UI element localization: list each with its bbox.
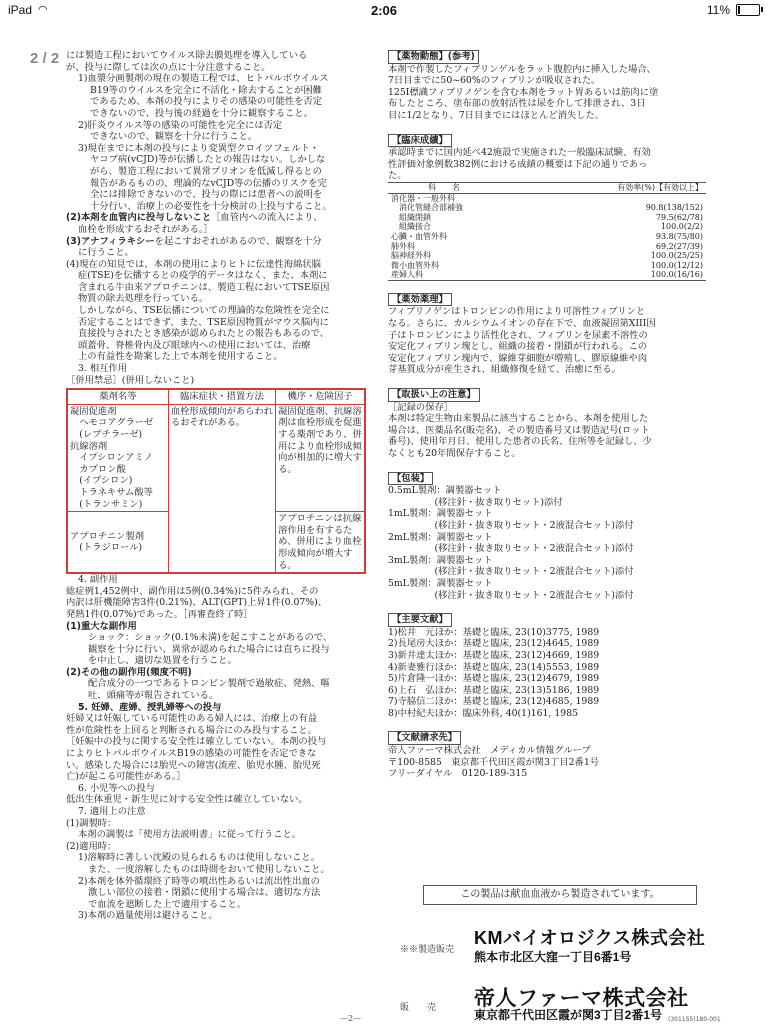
text-line: 否定することはできず、また、TSE原因物質がマウス脳内に	[78, 316, 329, 328]
text-line: を中止し、適切な処置を行うこと。	[88, 655, 237, 667]
pharmacology-section	[388, 288, 706, 376]
text-line: 総症例1,452例中、副作用は5例(0.34%)に5件みられ、その	[66, 585, 319, 597]
text-line: 3mL製剤：調製器セット	[388, 554, 493, 566]
reference-item: 8)中村紀夫ほか：臨床外科, 40(1)161, 1985	[388, 707, 579, 719]
text-line: 直接投与されたとき感染が認められたとの報告もあるので、	[78, 328, 329, 340]
text-line: B19等のウイルスを完全に不活化・除去することが困難	[90, 84, 322, 96]
text-line: しかしながら、TSE伝播についての理論的な危険性を完全に	[78, 305, 330, 317]
text-line: 頭蓋骨、脊椎骨内及び眼球内への使用においては、治療	[78, 339, 311, 351]
text-line: 125I標識フィブリノゲンを含む本剤をラット胃あるいは筋肉に塗	[388, 86, 659, 98]
contraindication-table	[66, 388, 366, 574]
precaution-2-rest: ［血管内への流入により、	[211, 212, 323, 224]
contact-title: 【文献請求先】	[388, 731, 461, 745]
table-row	[67, 404, 365, 511]
battery-fill	[738, 6, 740, 14]
table-header-row	[388, 182, 706, 193]
table-row	[388, 251, 706, 261]
text-line: 2mL製剤：調製器セット	[388, 531, 493, 543]
text-line: (1)調製時：	[66, 817, 117, 829]
manufacturer-label: ※※製造販売	[400, 945, 455, 955]
text-line: 〒100-8585 東京都千代田区霞が関3丁目2番1号	[388, 756, 600, 768]
table-cell-mechanism: 凝固促進剤、抗線溶剤は血栓形成を促進する薬剤であり、併用により血栓形成傾向が相加的に増大する。	[276, 404, 365, 511]
footer-page-number: —2—	[340, 1014, 362, 1023]
document-page[interactable]	[0, 22, 768, 1024]
table-cell-drug	[67, 404, 168, 511]
text-line: フリーダイヤル 0120-189-315	[388, 768, 528, 780]
intro-text	[66, 50, 366, 73]
text-line: 十分行い、治療上の必要性を十分検討の上投与すること。	[90, 200, 332, 212]
table-row	[388, 213, 706, 223]
reference-item: 5)片倉隆一ほか：基礎と臨床, 23(12)4679, 1989	[388, 673, 600, 685]
text-line: 本剤で作製したフィブリンゲルをラット腹腔内に挿入した場合、	[388, 63, 656, 75]
section-7-title: 7. 適用上の注意	[78, 806, 146, 817]
table-cell: 肺外科	[391, 241, 415, 251]
distributor-address: 東京都千代田区霞が関3丁目2番1号	[474, 1008, 663, 1022]
text-line: (移注針・抜き取りセット・2液混合セット)添付	[388, 566, 634, 578]
table-cell-drug	[67, 512, 168, 573]
text-line: (移注針・抜き取りセット・2液混合セット)添付	[388, 519, 634, 531]
section-3-title: 3. 相互作用	[78, 363, 128, 375]
table-header: 臨床症状・措置方法	[168, 389, 275, 404]
pharmacology-title: 【薬効薬理】	[388, 293, 452, 307]
precaution-2-head: (2)本剤を血管内に投与しないこと	[66, 212, 212, 224]
virus-notes	[66, 73, 366, 212]
table-header: 有効率(%)【有効以上】	[534, 182, 706, 193]
packaging-title: 【包装】	[388, 472, 433, 486]
text-line: 子はトロンビンにより活性化され、フィブリンを尿素不溶性の	[388, 329, 648, 341]
text-line: 吐、頭痛等が報告されている。	[88, 690, 219, 702]
text-line: 2)肝炎ウイルス等の感染の可能性を完全には否定	[78, 119, 283, 131]
text-line: がら、製造工程において異常プリオンを低減し得るとの	[90, 165, 322, 177]
cell-line: カプロン酸	[70, 463, 126, 475]
text-line: できないので、観察を十分に行うこと。	[90, 131, 258, 143]
blood-donation-notice: この製品は献血血液から製造されています。	[423, 885, 697, 905]
table-row	[388, 222, 706, 232]
cell-line: 凝固促進剤	[70, 405, 117, 417]
text-line: ［記録の保存］	[388, 401, 454, 413]
distributor-name: 帝人ファーマ株式会社	[474, 987, 689, 1010]
text-line: で血流を遮断した上で適用すること。	[88, 898, 247, 910]
cell-line: (トラジロール)	[70, 542, 143, 554]
manufacturer-address: 熊本市北区大窪一丁目6番1号	[474, 950, 632, 964]
table-header: 薬剤名等	[67, 389, 168, 404]
text-line: が、投与に際しては次の点に十分注意すること。	[66, 61, 271, 73]
table-cell-mechanism: アプロチニンは抗線溶作用を有するため、併用により血栓形成傾向が増大する。	[276, 512, 365, 573]
text-line: 帝人ファーマ株式会社 メディカル情報グループ	[388, 745, 591, 757]
text-line: 妊婦又は妊娠している可能性のある婦人には、治療上の有益	[66, 713, 318, 725]
table-cell: 100.0(25/25)	[650, 251, 703, 261]
text-line: 7日目までに50~60%のフィブリンが吸収された。	[388, 75, 601, 87]
packaging-section	[388, 467, 706, 602]
table-cell: 脳神経外科	[391, 251, 431, 261]
text-line: に行うこと。	[78, 247, 134, 259]
table-cell: 消化器・一般外科	[391, 193, 455, 203]
table-cell: 93.8(75/80)	[655, 231, 703, 241]
table-row	[388, 232, 706, 242]
handling-title: 【取扱い上の注意】	[388, 388, 480, 402]
battery-icon	[736, 4, 760, 16]
table-row	[388, 193, 706, 203]
table-cell: 組織接合	[391, 222, 431, 232]
table-row	[388, 270, 706, 280]
text-line: 上の有益性を勘案した上で本剤を使用すること。	[78, 351, 283, 363]
text-line: 内訳は肝機能障害3件(0.21%)、ALT(GPT)上昇1件(0.07%)、	[66, 597, 328, 609]
text-line: 場合は、医薬品名(販売名)、その製造番号又は製造記号(ロット	[388, 424, 650, 436]
pharmacokinetics-title: 【薬物動態】(参考)	[388, 50, 479, 64]
footer-code: (301155)180-001	[668, 1016, 721, 1023]
text-line: 物質の除去処理を行っている。	[78, 293, 209, 305]
table-cell: 100.0(2/2)	[660, 222, 703, 232]
reference-item: 6)上石 弘ほか：基礎と臨床, 23(13)5186, 1989	[388, 684, 600, 696]
precaution-2	[66, 212, 366, 224]
text-line: 症(TSE)を伝播するとの疫学的データはなく、また、本剤に	[78, 270, 328, 282]
text-line: い。感染した場合には胎児への障害(流産、胎児水腫、胎児死	[66, 759, 321, 771]
text-line: た。	[388, 170, 407, 182]
table-cell: 消化管縫合部補強	[391, 203, 463, 213]
table-cell: 90.8(138/152)	[645, 203, 703, 213]
table-cell-symptom: 血栓形成傾向があらわれるおそれがある。	[168, 404, 275, 573]
handling-section	[388, 383, 706, 460]
contact-section	[388, 726, 706, 779]
section-4-title: 4. 副作用	[78, 574, 118, 586]
text-line: 布したところ、塗布部の放射活性は尿を介して排泄され、3日	[388, 98, 646, 110]
text-line: 本剤は特定生物由来製品に該当することから、本剤を使用した	[388, 413, 649, 425]
text-line: 番号)、使用年月日、使用した患者の氏名、住所等を記録し、少	[388, 436, 652, 448]
text-line: 低出生体重児・新生児に対する安全性は確立していない。	[66, 794, 308, 806]
text-line: 本剤の調製は「使用方法説明書」に従って行うこと。	[78, 829, 302, 841]
text-line: 2)本剤を体外循環終了時等の噴出性あるいは流出性出血の	[78, 875, 320, 887]
reference-item: 4)新妻雅行ほか：基礎と臨床, 23(14)5553, 1989	[388, 661, 600, 673]
status-bar	[0, 0, 768, 22]
table-cell: 100.0(12/12)	[650, 260, 703, 270]
table-header: 機序・危険因子	[276, 389, 365, 404]
text-line: 性評価対象例数382例における成績の概要は下記の通りであっ	[388, 158, 648, 170]
text-line: (2)適用時：	[66, 840, 117, 852]
section-3-subtitle: ［併用禁忌］(併用しないこと)	[66, 374, 195, 386]
text-line: 芽基質成分が産生され、組織修復を経て、治癒に至る。	[388, 364, 621, 376]
references-title: 【主要文献】	[388, 613, 452, 627]
section-4-2-title: (2)その他の副作用(頻度不明)	[66, 666, 192, 678]
cell-line: トラネキサム酸等	[70, 486, 153, 498]
text-line: 3)本剤の過量使用は避けること。	[78, 910, 218, 922]
text-line: 報告があるものの、理論的なvCJD等の伝播のリスクを完	[90, 177, 327, 189]
text-line: できないので、投与後の経過を十分に観察すること。	[90, 107, 313, 119]
status-right	[707, 3, 760, 17]
text-line: (移注針・抜き取りセット)添付	[388, 496, 563, 508]
table-header: 科 名	[388, 182, 534, 193]
precaution-3	[66, 236, 366, 248]
device-label: iPad	[8, 3, 33, 17]
table-cell: 心臓・血管外科	[391, 231, 447, 241]
text-line: 承認時までに国内延べ42施設で実施された一般臨床試験、有効	[388, 147, 651, 159]
text-line: また、一度溶解したものは時間をおいて使用しないこと。	[88, 863, 330, 875]
text-line: なる。さらに、カルシウムイオンの存在下で、血液凝固第XIII因	[388, 318, 656, 330]
references-section	[388, 608, 706, 719]
text-line: 含まれる牛由来アプロチニンは、製造工程においてTSE原因	[78, 281, 330, 293]
battery-percent: 11%	[706, 3, 730, 17]
table-cell: 69.2(27/39)	[655, 241, 703, 251]
left-column	[66, 50, 366, 922]
wifi-icon: ◠	[38, 4, 48, 16]
text-line: ヤコブ病(vCJD)等が伝播したとの報告はない。しかしな	[90, 154, 326, 166]
text-line: ショック：ショック(0.1%未満)を起こすことがあるので、	[88, 632, 333, 644]
status-time: 2:06	[370, 3, 398, 18]
cell-line: (レプチラーゼ)	[70, 429, 143, 440]
table-cell: 79.5(62/78)	[655, 212, 703, 222]
cell-line: ヘモコアグラーゼ	[70, 417, 154, 429]
text-line: には製造工程においてウイルス除去膜処理を導入している	[66, 50, 308, 61]
text-line: 性が危険性を上回ると判断される場合にのみ投与すること。	[66, 724, 318, 736]
text-line: 亡)が起こる可能性がある。］	[66, 771, 186, 783]
text-line: (4)現在の知見では、本剤の使用によりヒトに伝達性海綿状脳	[66, 258, 321, 270]
text-line: によりヒトパルボウイルスB19の感染の可能性を否定できな	[66, 748, 317, 760]
text-line: 安定化フィブリン塊内で、線維芽細胞が増殖し、膠原線維や肉	[388, 352, 648, 364]
text-line: 1mL製剤：調製器セット	[388, 508, 493, 520]
reference-item: 1)松井 元ほか：基礎と臨床, 23(10)3775, 1989	[388, 626, 600, 638]
text-line: 3)現在までに本剤の投与により変異型クロイツフェルト・	[78, 142, 320, 154]
text-line: (移注針・抜き取りセット・2液混合セット)添付	[388, 589, 634, 601]
precaution-3-head: (3)アナフィラキシー	[66, 235, 155, 247]
table-cell: 組織閉鎖	[391, 212, 431, 222]
section-5-title: 5. 妊婦、産婦、授乳婦等への投与	[78, 701, 222, 713]
page-indicator: 2 / 2	[30, 50, 60, 67]
cell-line: 抗線溶剤	[70, 440, 108, 452]
text-line: 1)溶解時に著しい沈殿の見られるものは使用しないこと。	[78, 852, 320, 864]
right-column	[388, 50, 706, 780]
text-line: 配合成分の一つであるトロンビン製剤で過敏症、発熱、嘔	[88, 678, 330, 690]
reference-item: 7)寺脇信二ほか：基礎と臨床, 23(12)4685, 1989	[388, 696, 600, 708]
text-line: であるため、本剤の投与によりその感染の可能性を否定	[90, 96, 323, 108]
text-line: 血栓を形成するおそれがある。］	[78, 223, 213, 235]
table-cell: 100.0(16/16)	[534, 270, 706, 280]
text-line: なくとも20年間保存すること。	[388, 448, 521, 459]
text-line: フィブリノゲンはトロンビンの作用により可溶性フィブリンと	[388, 306, 646, 318]
text-line: 全には排除できないので、投与の際には患者への説明を	[90, 189, 323, 201]
table-row	[388, 242, 706, 252]
clinical-section	[388, 129, 706, 281]
text-line: 発熱1件(0.07%)であった。［再審査終了時］	[66, 608, 253, 620]
table-row	[388, 203, 706, 213]
efficacy-table	[388, 182, 706, 281]
text-line: 1)血漿分画製剤の現在の製造工程では、ヒトパルボウイルス	[78, 73, 329, 85]
cell-line: イプシロンアミノ	[70, 452, 154, 464]
cell-line: (イプシロン)	[70, 475, 133, 487]
text-line: (移注針・抜き取りセット・2液混合セット)添付	[388, 543, 634, 555]
cell-line: (トランサミン)	[70, 498, 143, 510]
text-line: 激しい部位の接着・閉鎖に使用する場合は、適切な方法	[88, 887, 321, 899]
table-cell: 産婦人科	[388, 270, 534, 280]
precaution-4	[66, 259, 366, 363]
table-cell	[534, 193, 706, 203]
text-line: 安定化フィブリン塊とし、組織の接着・閉鎖が行われる。この	[388, 341, 648, 353]
manufacturer-name: KMバイオロジクス株式会社	[474, 928, 706, 948]
text-line: 目に1/2となり、7日目までにはほとんど消失した。	[388, 109, 605, 121]
clinical-results-title: 【臨床成績】	[388, 134, 452, 148]
precaution-3-rest: を起こすおそれがあるので、観察を十分	[154, 235, 322, 247]
distributor-label: 販 売	[400, 1003, 437, 1013]
table-row	[388, 261, 706, 271]
text-line: ［妊娠中の投与に関する安全性は確立していない。本剤の投与	[66, 736, 327, 748]
text-line: 観察を十分に行い、異常が認められた場合には直ちに投与	[88, 643, 330, 655]
section-6-title: 6. 小児等への投与	[78, 782, 155, 794]
table-cell: 微小血管外科	[391, 260, 439, 270]
section-4-1-title: (1)重大な副作用	[66, 620, 137, 632]
text-line: 5mL製剤：調製器セット	[388, 577, 493, 589]
table-header-row	[67, 389, 365, 404]
reference-item: 2)長尾房大ほか：基礎と臨床, 23(12)4645, 1989	[388, 638, 600, 650]
reference-item: 3)新井達太ほか：基礎と臨床, 23(12)4669, 1989	[388, 649, 600, 661]
text-line: 0.5mL製剤：調製器セット	[388, 485, 502, 497]
cell-line: アプロチニン製剤	[70, 530, 145, 542]
